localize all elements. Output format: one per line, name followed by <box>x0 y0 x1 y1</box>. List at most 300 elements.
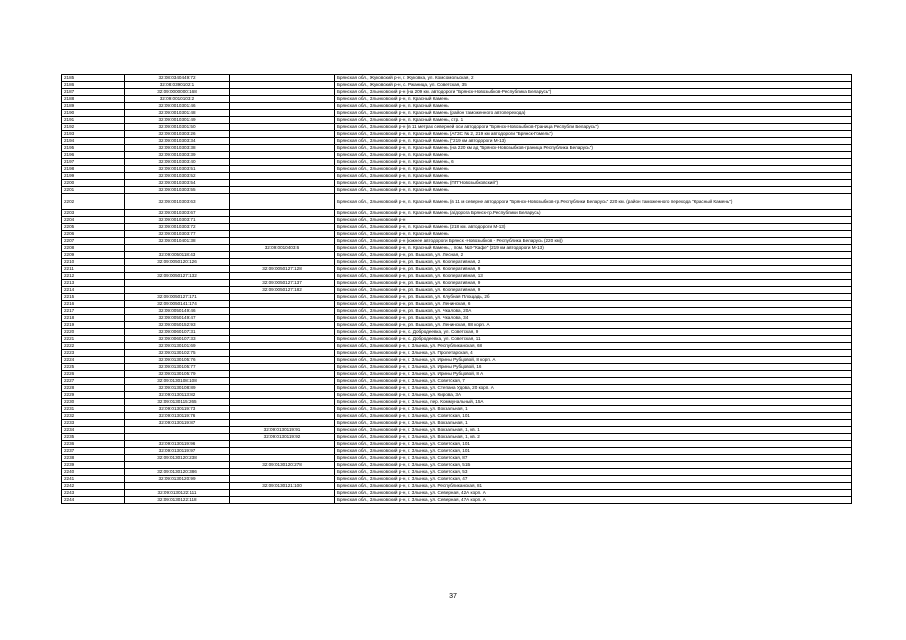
address-cell: Брянская обл., Злынковский р-н, г. Злынка, ул. Ирины Рубцовой, 8 корп. А <box>335 357 852 364</box>
row-number-cell: 2206 <box>62 231 125 238</box>
premises-cadastral-number-cell <box>230 448 335 455</box>
row-number-cell: 2237 <box>62 448 125 455</box>
address-cell: Брянская обл., Злынковский р-н <box>335 217 852 224</box>
row-number-cell: 2215 <box>62 294 125 301</box>
row-number-cell: 2218 <box>62 315 125 322</box>
cadastral-number-cell: 32:09:0010301:49 <box>125 117 230 124</box>
cadastral-number-cell: 32:09:0050118:43 <box>125 252 230 259</box>
address-cell: Брянская обл., Злынковский р-н, рп. Вышков, ул. Кооперативная, 2 <box>335 259 852 266</box>
table-row <box>62 434 852 441</box>
address-cell: Брянская обл., Злынковский р-н, п. Красный Камень (в 11 м северне автодороги "Брянск-Новозыбков-гр.Республики Беларусь" 220 км. (район таможенного перехода "Красный Камень") <box>335 194 852 210</box>
address-cell: Брянская обл., Злынковский р-н, п. Красный Камень ("219 км автодороги М-13) <box>335 138 852 145</box>
cadastral-number-cell: 32:09:0060107:31 <box>125 329 230 336</box>
table-row <box>62 124 852 131</box>
row-number-cell: 2222 <box>62 343 125 350</box>
address-cell: Брянская обл., Злынковский р-н, рп. Вышков, ул. Чкалова, 34 <box>335 315 852 322</box>
cadastral-number-cell: 32:09:0050120:126 <box>125 259 230 266</box>
premises-cadastral-number-cell <box>230 497 335 504</box>
row-number-cell: 2220 <box>62 329 125 336</box>
address-cell: Брянская обл., Злынковский р-н, г. Злынка, ул. Степана Удова, 20 корп. А <box>335 385 852 392</box>
address-cell: Брянская обл., Злынковский р-н, г. Злынка, ул. Вокзальная, 1 <box>335 406 852 413</box>
address-cell: Брянская обл., Жуковский р-н, г. Жуковка, ул. Комсомольская, 2 <box>335 75 852 82</box>
row-number-cell: 2212 <box>62 273 125 280</box>
premises-cadastral-number-cell <box>230 103 335 110</box>
premises-cadastral-number-cell <box>230 217 335 224</box>
address-cell: Брянская обл., Злынковский р-н, п. Красный Камень (АГЗС № 2, 219 км автодороги "Брянск-Гомель") <box>335 131 852 138</box>
table-row <box>62 245 852 252</box>
page-number: 37 <box>449 593 457 600</box>
row-number-cell: 2236 <box>62 441 125 448</box>
row-number-cell: 2210 <box>62 259 125 266</box>
premises-cadastral-number-cell <box>230 308 335 315</box>
cadastral-number-cell: 32:09:0010103:2 <box>125 96 230 103</box>
table-row <box>62 497 852 504</box>
premises-cadastral-number-cell <box>230 455 335 462</box>
address-cell: Брянская обл., Злынковский р-н, с. Добродеевка, ул. Советская, 9 <box>335 329 852 336</box>
cadastral-number-cell <box>125 434 230 441</box>
premises-cadastral-number-cell <box>230 173 335 180</box>
table-row <box>62 406 852 413</box>
cadastral-number-cell <box>125 427 230 434</box>
table-row <box>62 166 852 173</box>
row-number-cell: 2190 <box>62 110 125 117</box>
cadastral-number-cell <box>125 483 230 490</box>
cadastral-number-cell: 32:09:0010303:26 <box>125 131 230 138</box>
premises-cadastral-number-cell <box>230 350 335 357</box>
cadastral-number-cell: 32:09:0130120:238 <box>125 455 230 462</box>
cadastral-number-cell <box>125 266 230 273</box>
cadastral-number-cell: 32:09:0010303:71 <box>125 217 230 224</box>
row-number-cell: 2224 <box>62 357 125 364</box>
premises-cadastral-number-cell <box>230 469 335 476</box>
premises-cadastral-number-cell <box>230 490 335 497</box>
premises-cadastral-number-cell <box>230 371 335 378</box>
cadastral-number-cell: 32:09:0050141:174 <box>125 301 230 308</box>
cadastral-number-cell: 32:09:0130119:76 <box>125 413 230 420</box>
table-row <box>62 294 852 301</box>
cadastral-number-cell: 32:09:0130108:89 <box>125 385 230 392</box>
premises-cadastral-number-cell <box>230 364 335 371</box>
cadastral-number-cell: 32:09:0010303:63 <box>125 194 230 210</box>
premises-cadastral-number-cell: 32:09:0130121:100 <box>230 483 335 490</box>
premises-cadastral-number-cell: 32:09:0130119:92 <box>230 434 335 441</box>
table-row <box>62 350 852 357</box>
table-row <box>62 280 852 287</box>
cadastral-number-cell: 32:09:0130119:73 <box>125 406 230 413</box>
row-number-cell: 2233 <box>62 420 125 427</box>
premises-cadastral-number-cell <box>230 273 335 280</box>
cadastral-number-cell: 32:09:0130120:99 <box>125 476 230 483</box>
address-cell: Брянская обл., Злынковский р-н, п. Красный Камень, 6 <box>335 159 852 166</box>
table-row <box>62 308 852 315</box>
table-row <box>62 343 852 350</box>
address-cell: Брянская обл., Злынковский р-н, п. Красный Камень (а/дорога Брянск-гр.Республики Беларусь) <box>335 210 852 217</box>
row-number-cell: 2239 <box>62 462 125 469</box>
address-cell: Брянская обл., Злынковский р-н, рп. Вышков, ул. Кооперативная, 13 <box>335 273 852 280</box>
address-cell: Брянская обл., Злынковский р-н, г. Злынка, ул. Советская, 101 <box>335 441 852 448</box>
address-cell: Брянская обл., Злынковский р-н, рп. Вышков, ул. Кооперативная, 9 <box>335 280 852 287</box>
address-cell: Брянская обл., Злынковский р-н, г. Злынка, ул. Советская, 87 <box>335 455 852 462</box>
cadastral-number-cell: 32:09:0010301:46 <box>125 103 230 110</box>
cadastral-number-cell: 32:09:0010303:54 <box>125 180 230 187</box>
row-number-cell: 2200 <box>62 180 125 187</box>
cadastral-number-cell <box>125 462 230 469</box>
address-cell: Брянская обл., Злынковский р-н, п. Красный Камень (ПП"Новозыбковский") <box>335 180 852 187</box>
cadastral-number-cell: 32:09:0050127:132 <box>125 273 230 280</box>
premises-cadastral-number-cell <box>230 231 335 238</box>
cadastral-number-cell: 32:09:0010303:39 <box>125 152 230 159</box>
row-number-cell: 2189 <box>62 103 125 110</box>
table-row <box>62 322 852 329</box>
row-number-cell: 2230 <box>62 399 125 406</box>
table-row <box>62 413 852 420</box>
premises-cadastral-number-cell <box>230 194 335 210</box>
cadastral-number-cell: 32:09:0010303:38 <box>125 145 230 152</box>
table-row <box>62 231 852 238</box>
premises-cadastral-number-cell <box>230 82 335 89</box>
table-row <box>62 273 852 280</box>
address-cell: Брянская обл., Злынковский р-н, г. Злынка, ул. Кирова, 3А <box>335 392 852 399</box>
row-number-cell: 2234 <box>62 427 125 434</box>
cadastral-number-cell: 32:09:0130105:76 <box>125 357 230 364</box>
premises-cadastral-number-cell <box>230 75 335 82</box>
address-cell: Брянская обл., Злынковский р-н, п. Красный Камень (218 км. автодороги М-13) <box>335 224 852 231</box>
premises-cadastral-number-cell <box>230 110 335 117</box>
address-cell: Брянская обл., Злынковский р-н, п. Красный Камень <box>335 231 852 238</box>
row-number-cell: 2238 <box>62 455 125 462</box>
address-cell: Брянская обл., Злынковский р-н (южнее автодороги Брянск -Новозыбков - Республика Беларусь (220 км)) <box>335 238 852 245</box>
row-number-cell: 2242 <box>62 483 125 490</box>
premises-cadastral-number-cell <box>230 180 335 187</box>
address-cell: Брянская обл., Злынковский р-н, г. Злынка, ул. Республиканская, 68 <box>335 343 852 350</box>
row-number-cell: 2225 <box>62 364 125 371</box>
cadastral-number-cell: 32:09:0130115:265 <box>125 399 230 406</box>
row-number-cell: 2223 <box>62 350 125 357</box>
table-row <box>62 117 852 124</box>
row-number-cell: 2214 <box>62 287 125 294</box>
premises-cadastral-number-cell: 32:09:0050127:137 <box>230 280 335 287</box>
row-number-cell: 2186 <box>62 82 125 89</box>
premises-cadastral-number-cell <box>230 336 335 343</box>
address-cell: Брянская обл., Злынковский р-н, с. Добродеевка, ул. Советская, 11 <box>335 336 852 343</box>
premises-cadastral-number-cell <box>230 378 335 385</box>
address-cell: Брянская обл., Злынковский р-н, г. Злынка, ул. Вокзальная, 1, кв. 1 <box>335 427 852 434</box>
row-number-cell: 2243 <box>62 490 125 497</box>
row-number-cell: 2201 <box>62 187 125 194</box>
premises-cadastral-number-cell: 32:09:0130120:278 <box>230 462 335 469</box>
table-row <box>62 371 852 378</box>
address-cell: Брянская обл., Злынковский р-н, г. Злынка, ул. Советская, 47 <box>335 476 852 483</box>
premises-cadastral-number-cell <box>230 252 335 259</box>
premises-cadastral-number-cell <box>230 329 335 336</box>
row-number-cell: 2196 <box>62 152 125 159</box>
row-number-cell: 2244 <box>62 497 125 504</box>
table-row <box>62 329 852 336</box>
row-number-cell: 2229 <box>62 392 125 399</box>
address-cell: Брянская обл., Злынковский р-н, рп. Вышков, ул. Лесная, 2 <box>335 252 852 259</box>
cadastral-number-cell: 32:09:0130105:77 <box>125 364 230 371</box>
cadastral-number-cell: 32:09:0130101:69 <box>125 343 230 350</box>
address-cell: Брянская обл., Злынковский р-н, рп. Вышков, ул. Клубная Площадь, 2б <box>335 294 852 301</box>
table-row <box>62 420 852 427</box>
table-row <box>62 378 852 385</box>
table-row <box>62 82 852 89</box>
table-row <box>62 210 852 217</box>
premises-cadastral-number-cell <box>230 138 335 145</box>
row-number-cell: 2209 <box>62 252 125 259</box>
row-number-cell: 2194 <box>62 138 125 145</box>
premises-cadastral-number-cell <box>230 420 335 427</box>
address-cell: Брянская обл., Злынковский р-н, п. Красный Камень, стр. 1 <box>335 117 852 124</box>
cadastral-number-cell: 32:09:0010303:72 <box>125 224 230 231</box>
table-row <box>62 448 852 455</box>
cadastral-number-cell <box>125 287 230 294</box>
premises-cadastral-number-cell <box>230 322 335 329</box>
row-number-cell: 2202 <box>62 194 125 210</box>
premises-cadastral-number-cell: 32:09:0130119:91 <box>230 427 335 434</box>
cadastral-number-cell: 32:09:0010401:38 <box>125 238 230 245</box>
address-cell: Брянская обл., Злынковский р-н, п. Красный Камень, , пом. №3-"Кафе" (219 км автодороги М-13) <box>335 245 852 252</box>
row-number-cell: 2227 <box>62 378 125 385</box>
row-number-cell: 2197 <box>62 159 125 166</box>
table-row <box>62 110 852 117</box>
premises-cadastral-number-cell <box>230 238 335 245</box>
table-row <box>62 89 852 96</box>
cadastral-number-cell: 32:09:0010301:48 <box>125 110 230 117</box>
table-row <box>62 287 852 294</box>
cadastral-number-cell: 32:09:0010303:55 <box>125 187 230 194</box>
premises-cadastral-number-cell: 32:09:0050127:182 <box>230 287 335 294</box>
cadastral-number-cell: 32:09:0130108:108 <box>125 378 230 385</box>
row-number-cell: 2203 <box>62 210 125 217</box>
premises-cadastral-number-cell <box>230 294 335 301</box>
registry-table-body <box>62 75 852 504</box>
table-row <box>62 315 852 322</box>
cadastral-number-cell: 32:09:0010303:34 <box>125 138 230 145</box>
cadastral-number-cell: 32:09:0010303:52 <box>125 173 230 180</box>
address-cell: Брянская обл., Злынковский р-н (на 209 км. автодороги "Брянск-Новозыбков-Республика Беларусь") <box>335 89 852 96</box>
table-row <box>62 180 852 187</box>
address-cell: Брянская обл., Злынковский р-н, г. Злынка, пер. Коммунальный, 15А <box>335 399 852 406</box>
row-number-cell: 2240 <box>62 469 125 476</box>
premises-cadastral-number-cell <box>230 89 335 96</box>
premises-cadastral-number-cell <box>230 385 335 392</box>
table-row <box>62 187 852 194</box>
premises-cadastral-number-cell <box>230 476 335 483</box>
cadastral-number-cell: 32:09:0130122:118 <box>125 497 230 504</box>
row-number-cell: 2188 <box>62 96 125 103</box>
premises-cadastral-number-cell <box>230 145 335 152</box>
row-number-cell: 2204 <box>62 217 125 224</box>
cadastral-number-cell <box>125 280 230 287</box>
premises-cadastral-number-cell <box>230 152 335 159</box>
address-cell: Брянская обл., Злынковский р-н, г. Злынка, ул. Советская, 101 <box>335 448 852 455</box>
premises-cadastral-number-cell <box>230 187 335 194</box>
table-row <box>62 455 852 462</box>
address-cell: Брянская обл., Злынковский р-н, г. Злынка, ул. Республиканская, 81 <box>335 483 852 490</box>
row-number-cell: 2191 <box>62 117 125 124</box>
row-number-cell: 2187 <box>62 89 125 96</box>
table-row <box>62 364 852 371</box>
registry-table <box>61 74 852 504</box>
premises-cadastral-number-cell <box>230 259 335 266</box>
table-row <box>62 441 852 448</box>
table-row <box>62 75 852 82</box>
row-number-cell: 2217 <box>62 308 125 315</box>
table-row <box>62 266 852 273</box>
row-number-cell: 2232 <box>62 413 125 420</box>
premises-cadastral-number-cell <box>230 210 335 217</box>
address-cell: Брянская обл., Злынковский р-н, г. Злынка, ул. Северная, 42А корп. А <box>335 490 852 497</box>
table-row <box>62 224 852 231</box>
row-number-cell: 2193 <box>62 131 125 138</box>
table-row <box>62 483 852 490</box>
address-cell: Брянская обл., Злынковский р-н, рп. Вышков, ул. Чкалова, 20А <box>335 308 852 315</box>
premises-cadastral-number-cell <box>230 441 335 448</box>
row-number-cell: 2241 <box>62 476 125 483</box>
premises-cadastral-number-cell <box>230 357 335 364</box>
cadastral-number-cell <box>125 245 230 252</box>
table-row <box>62 131 852 138</box>
address-cell: Брянская обл., Злынковский р-н, г. Злынка, ул. Ирины Рубцовой, 16 <box>335 364 852 371</box>
table-row <box>62 427 852 434</box>
premises-cadastral-number-cell <box>230 166 335 173</box>
address-cell: Брянская обл., Злынковский р-н, рп. Вышков, ул. Кооперативная, 9 <box>335 287 852 294</box>
address-cell: Брянская обл., Злынковский р-н, п. Красный Камень (на 220 км ад "Брянск-Новозыбков-граница Республика Беларусь") <box>335 145 852 152</box>
address-cell: Брянская обл., Злынковский р-н, г. Злынка, ул. Пролетарская, 4 <box>335 350 852 357</box>
address-cell: Брянская обл., Злынковский р-н, п. Красный Камень <box>335 96 852 103</box>
table-row <box>62 252 852 259</box>
table-row <box>62 159 852 166</box>
cadastral-number-cell: 32:09:0000000:168 <box>125 89 230 96</box>
row-number-cell: 2205 <box>62 224 125 231</box>
cadastral-number-cell: 32:09:0130113:82 <box>125 392 230 399</box>
table-row <box>62 357 852 364</box>
address-cell: Брянская обл., Злынковский р-н, п. Красный Камень <box>335 187 852 194</box>
cadastral-number-cell: 32:09:0130119:87 <box>125 420 230 427</box>
table-row <box>62 392 852 399</box>
cadastral-number-cell: 32:09:0130119:96 <box>125 441 230 448</box>
table-row <box>62 194 852 210</box>
premises-cadastral-number-cell <box>230 315 335 322</box>
table-row <box>62 301 852 308</box>
premises-cadastral-number-cell <box>230 392 335 399</box>
premises-cadastral-number-cell <box>230 343 335 350</box>
table-row <box>62 103 852 110</box>
premises-cadastral-number-cell: 32:09:0010403:6 <box>230 245 335 252</box>
cadastral-number-cell: 32:09:0050152:93 <box>125 322 230 329</box>
address-cell: Брянская обл., Злынковский р-н, г. Злынка, ул. Вокзальная, 1, кв. 2 <box>335 434 852 441</box>
cadastral-number-cell: 32:09:0130122:111 <box>125 490 230 497</box>
cadastral-number-cell: 32:09:0010301:50 <box>125 124 230 131</box>
address-cell: Брянская обл., Злынковский р-н, рп. Вышков, ул. Ленинская, 6 <box>335 301 852 308</box>
cadastral-number-cell: 32:09:0010303:40 <box>125 159 230 166</box>
address-cell: Брянская обл., Жуковский р-н, с. Ржаница, ул. Советская, 35 <box>335 82 852 89</box>
row-number-cell: 2213 <box>62 280 125 287</box>
premises-cadastral-number-cell <box>230 399 335 406</box>
address-cell: Брянская обл., Злынковский р-н, г. Злынка, ул. Советская, 51Б <box>335 462 852 469</box>
cadastral-number-cell: 32:09:0010303:77 <box>125 231 230 238</box>
row-number-cell: 2219 <box>62 322 125 329</box>
cadastral-number-cell: 32:09:0130105:79 <box>125 371 230 378</box>
address-cell: Брянская обл., Злынковский р-н, г. Злынка, ул. Советская, 53 <box>335 469 852 476</box>
cadastral-number-cell: 32:08:0390102:1 <box>125 82 230 89</box>
row-number-cell: 2198 <box>62 166 125 173</box>
address-cell: Брянская обл., Злынковский р-н, п. Красный Камень <box>335 173 852 180</box>
address-cell: Брянская обл., Злынковский р-н, п. Красный Камень (район таможенного автоперехода) <box>335 110 852 117</box>
premises-cadastral-number-cell <box>230 117 335 124</box>
cadastral-number-cell: 32:09:0060107:33 <box>125 336 230 343</box>
row-number-cell: 2208 <box>62 245 125 252</box>
row-number-cell: 2199 <box>62 173 125 180</box>
table-row <box>62 217 852 224</box>
row-number-cell: 2226 <box>62 371 125 378</box>
table-row <box>62 138 852 145</box>
cadastral-number-cell: 32:09:0050149:46 <box>125 308 230 315</box>
address-cell: Брянская обл., Злынковский р-н, г. Злынка, ул. Северная, 47А корп. А <box>335 497 852 504</box>
row-number-cell: 2195 <box>62 145 125 152</box>
address-cell: Брянская обл., Злынковский р-н, рп. Вышков, ул. Кооперативная, 9 <box>335 266 852 273</box>
address-cell: Брянская обл., Злынковский р-н, п. Красный Камень <box>335 103 852 110</box>
address-cell: Брянская обл., Злынковский р-н, рп. Вышков, ул. Ленинская, 88 корп. А <box>335 322 852 329</box>
row-number-cell: 2221 <box>62 336 125 343</box>
row-number-cell: 2207 <box>62 238 125 245</box>
table-row <box>62 385 852 392</box>
address-cell: Брянская обл., Злынковский р-н, г. Злынка, ул. Ирины Рубцовой, 8 А <box>335 371 852 378</box>
premises-cadastral-number-cell <box>230 159 335 166</box>
row-number-cell: 2235 <box>62 434 125 441</box>
row-number-cell: 2211 <box>62 266 125 273</box>
premises-cadastral-number-cell <box>230 96 335 103</box>
table-row <box>62 152 852 159</box>
premises-cadastral-number-cell <box>230 413 335 420</box>
table-row <box>62 462 852 469</box>
row-number-cell: 2228 <box>62 385 125 392</box>
row-number-cell: 2185 <box>62 75 125 82</box>
row-number-cell: 2231 <box>62 406 125 413</box>
address-cell: Брянская обл., Злынковский р-н (в 11 метрах северней оси автодороги "Брянск-Новозыбков-Граница Республи Беларусь") <box>335 124 852 131</box>
cadastral-number-cell: 32:09:0010303:67 <box>125 210 230 217</box>
row-number-cell: 2192 <box>62 124 125 131</box>
premises-cadastral-number-cell <box>230 406 335 413</box>
table-row <box>62 259 852 266</box>
address-cell: Брянская обл., Злынковский р-н, г. Злынка, ул. Вокзальная, 1 <box>335 420 852 427</box>
address-cell: Брянская обл., Злынковский р-н, г. Злынка, ул. Советская, 101 <box>335 413 852 420</box>
table-row <box>62 145 852 152</box>
table-row <box>62 399 852 406</box>
row-number-cell: 2216 <box>62 301 125 308</box>
table-row <box>62 469 852 476</box>
table-row <box>62 490 852 497</box>
table-row <box>62 173 852 180</box>
address-cell: Брянская обл., Злынковский р-н, п. Красный Камень <box>335 166 852 173</box>
address-cell: Брянская обл., Злынковский р-н, г. Злынка, ул. Советская, 7 <box>335 378 852 385</box>
cadastral-number-cell: 32:08:0340449:72 <box>125 75 230 82</box>
table-row <box>62 336 852 343</box>
cadastral-number-cell: 32:09:0050127:171 <box>125 294 230 301</box>
table-row <box>62 238 852 245</box>
cadastral-number-cell: 32:09:0010303:51 <box>125 166 230 173</box>
address-cell: Брянская обл., Злынковский р-н, п. Красный Камень <box>335 152 852 159</box>
cadastral-number-cell: 32:09:0130120:386 <box>125 469 230 476</box>
cadastral-number-cell: 32:09:0130102:75 <box>125 350 230 357</box>
premises-cadastral-number-cell: 32:09:0050127:128 <box>230 266 335 273</box>
cadastral-number-cell: 32:09:0050149:47 <box>125 315 230 322</box>
cadastral-number-cell: 32:09:0130119:97 <box>125 448 230 455</box>
premises-cadastral-number-cell <box>230 224 335 231</box>
table-row <box>62 476 852 483</box>
premises-cadastral-number-cell <box>230 124 335 131</box>
